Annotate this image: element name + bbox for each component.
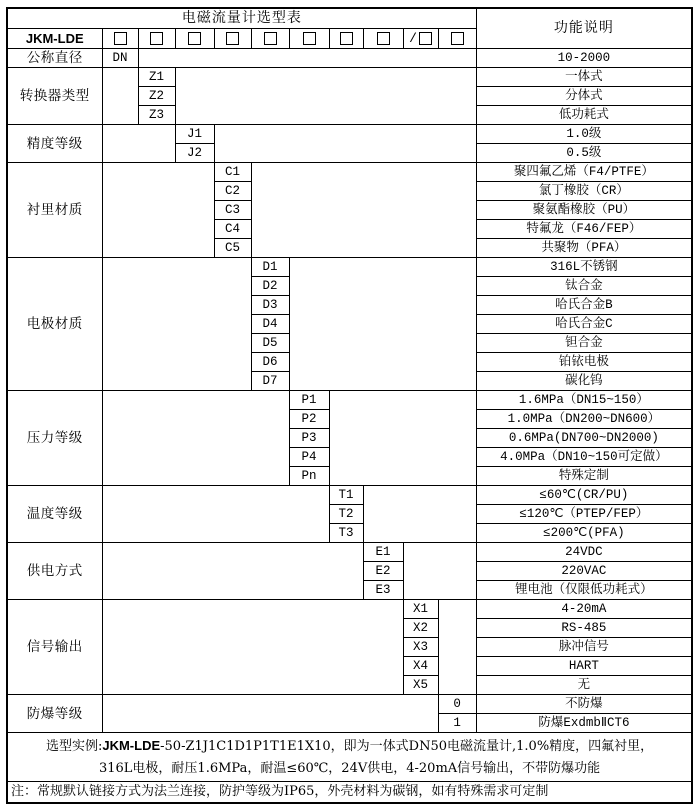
row-label-diameter: 公称直径 <box>7 49 102 68</box>
desc-cell: 0.6MPa(DN700~DN2000) <box>476 429 692 448</box>
table-title: 电磁流量计选型表 <box>7 8 476 29</box>
spacer-cell <box>102 543 363 600</box>
checkbox-cell <box>329 29 363 49</box>
desc-cell: 不防爆 <box>476 695 692 714</box>
spacer-cell <box>102 68 138 125</box>
example-line1 <box>8 734 691 757</box>
code-cell: P2 <box>289 410 329 429</box>
spacer-cell <box>102 125 175 163</box>
desc-cell: 24VDC <box>476 543 692 562</box>
code-cell: E3 <box>363 581 403 600</box>
example-prefix: 选型实例: <box>45 739 103 754</box>
spacer-cell <box>102 600 403 695</box>
spacer-cell <box>102 391 289 486</box>
desc-cell: 铂铱电极 <box>476 353 692 372</box>
row-label-temperature: 温度等级 <box>7 486 102 543</box>
code-cell: X2 <box>403 619 438 638</box>
code-cell: DN <box>102 49 138 68</box>
desc-cell: 10-2000 <box>476 49 692 68</box>
spacer-cell <box>214 125 476 163</box>
row-label-pressure: 压力等级 <box>7 391 102 486</box>
checkbox-cell <box>214 29 251 49</box>
row-label-signal: 信号输出 <box>7 600 102 695</box>
desc-cell: 0.5级 <box>476 144 692 163</box>
code-cell: Z1 <box>138 68 175 87</box>
checkbox-cell <box>102 29 138 49</box>
desc-cell: 碳化钨 <box>476 372 692 391</box>
example-model: JKM-LDE <box>102 738 161 753</box>
checkbox-cell <box>138 29 175 49</box>
code-cell: P1 <box>289 391 329 410</box>
code-cell: 0 <box>438 695 476 714</box>
checkbox-icon <box>114 32 127 45</box>
code-cell: D1 <box>251 258 289 277</box>
checkbox-cell <box>363 29 403 49</box>
code-cell: C4 <box>214 220 251 239</box>
slash-mark: / <box>409 31 417 46</box>
desc-cell: 4.0MPa（DN10~150可定做） <box>476 448 692 467</box>
code-cell: X3 <box>403 638 438 657</box>
desc-cell: 聚氨酯橡胶（PU） <box>476 201 692 220</box>
code-cell: D3 <box>251 296 289 315</box>
spacer-cell <box>251 163 476 258</box>
desc-cell: 共聚物（PFA） <box>476 239 692 258</box>
row-label-explosion: 防爆等级 <box>7 695 102 733</box>
code-cell: J2 <box>175 144 214 163</box>
desc-cell: 1.0MPa（DN200~DN600） <box>476 410 692 429</box>
desc-cell: ≤120℃（PTEP/FEP） <box>476 505 692 524</box>
code-cell: D2 <box>251 277 289 296</box>
code-cell: P3 <box>289 429 329 448</box>
code-cell: E1 <box>363 543 403 562</box>
spacer-cell <box>102 163 214 258</box>
code-cell: E2 <box>363 562 403 581</box>
desc-cell: 无 <box>476 676 692 695</box>
checkbox-icon <box>340 32 353 45</box>
spacer-cell <box>403 543 476 600</box>
desc-cell: 1.0级 <box>476 125 692 144</box>
code-cell: 1 <box>438 714 476 733</box>
code-cell: C1 <box>214 163 251 182</box>
row-label-lining: 衬里材质 <box>7 163 102 258</box>
code-cell: D6 <box>251 353 289 372</box>
code-cell: D4 <box>251 315 289 334</box>
code-cell: T2 <box>329 505 363 524</box>
selection-sheet <box>6 7 694 804</box>
checkbox-icon <box>226 32 239 45</box>
selection-table <box>6 7 693 804</box>
code-cell: C2 <box>214 182 251 201</box>
row-label-accuracy: 精度等级 <box>7 125 102 163</box>
code-cell: X4 <box>403 657 438 676</box>
desc-cell: 钽合金 <box>476 334 692 353</box>
spacer-cell <box>175 68 476 125</box>
desc-cell: 锂电池（仅限低功耗式） <box>476 581 692 600</box>
code-cell: X5 <box>403 676 438 695</box>
checkbox-icon <box>303 32 316 45</box>
desc-cell: RS-485 <box>476 619 692 638</box>
spacer-cell <box>363 486 476 543</box>
code-cell: J1 <box>175 125 214 144</box>
desc-cell: ≤60℃(CR/PU) <box>476 486 692 505</box>
checkbox-cell <box>175 29 214 49</box>
row-label-power: 供电方式 <box>7 543 102 600</box>
checkbox-icon <box>264 32 277 45</box>
checkbox-icon <box>150 32 163 45</box>
spacer-cell <box>289 258 476 391</box>
spacer-cell <box>102 695 438 733</box>
desc-cell: 分体式 <box>476 87 692 106</box>
desc-cell: 特殊定制 <box>476 467 692 486</box>
checkbox-icon <box>419 32 432 45</box>
checkbox-icon <box>451 32 464 45</box>
desc-cell: 脉冲信号 <box>476 638 692 657</box>
desc-cell: 聚四氟乙烯（F4/PTFE） <box>476 163 692 182</box>
spacer-cell <box>102 258 251 391</box>
spacer-cell <box>102 486 329 543</box>
code-cell: D5 <box>251 334 289 353</box>
desc-cell: 特氟龙（F46/FEP） <box>476 220 692 239</box>
code-cell: Z3 <box>138 106 175 125</box>
row-label-electrode: 电极材质 <box>7 258 102 391</box>
spacer-cell <box>329 391 476 486</box>
checkbox-cell <box>289 29 329 49</box>
desc-cell: 1.6MPa（DN15~150） <box>476 391 692 410</box>
code-cell: T1 <box>329 486 363 505</box>
desc-cell: 哈氏合金C <box>476 315 692 334</box>
code-cell: T3 <box>329 524 363 543</box>
spacer-cell <box>438 600 476 695</box>
checkbox-cell <box>251 29 289 49</box>
code-cell: P4 <box>289 448 329 467</box>
code-cell: X1 <box>403 600 438 619</box>
code-cell: C3 <box>214 201 251 220</box>
desc-cell: 一体式 <box>476 68 692 87</box>
checkbox-icon <box>188 32 201 45</box>
spacer-cell <box>138 49 476 68</box>
note-text: 注：常规默认链接方式为法兰连接，防护等级为IP65，外壳材料为碳钢，如有特殊需求可定制 <box>7 782 692 804</box>
desc-cell: ≤200℃(PFA) <box>476 524 692 543</box>
code-cell: Z2 <box>138 87 175 106</box>
desc-cell: 氯丁橡胶（CR） <box>476 182 692 201</box>
desc-cell: HART <box>476 657 692 676</box>
desc-cell: 4-20mA <box>476 600 692 619</box>
model-prefix: JKM-LDE <box>7 29 102 49</box>
function-header: 功能说明 <box>476 8 692 49</box>
desc-cell: 220VAC <box>476 562 692 581</box>
example-line2: 316L电极，耐压1.6MPa，耐温≤60℃，24V供电，4-20mA信号输出，不带防爆功能 <box>98 761 601 776</box>
desc-cell: 低功耗式 <box>476 106 692 125</box>
desc-cell: 防爆ExdmbⅡCT6 <box>476 714 692 733</box>
code-cell: C5 <box>214 239 251 258</box>
desc-cell: 316L不锈钢 <box>476 258 692 277</box>
code-cell: D7 <box>251 372 289 391</box>
checkbox-icon <box>377 32 390 45</box>
code-cell: Pn <box>289 467 329 486</box>
desc-cell: 钛合金 <box>476 277 692 296</box>
checkbox-cell <box>438 29 476 49</box>
desc-cell: 哈氏合金B <box>476 296 692 315</box>
row-label-converter: 转换器类型 <box>7 68 102 125</box>
checkbox-cell <box>403 29 438 49</box>
example-rest: -50-Z1J1C1D1P1T1E1X10，即为一体式DN50电磁流量计,1.0%精度，四氟衬里， <box>160 739 654 754</box>
selection-example <box>7 733 692 782</box>
